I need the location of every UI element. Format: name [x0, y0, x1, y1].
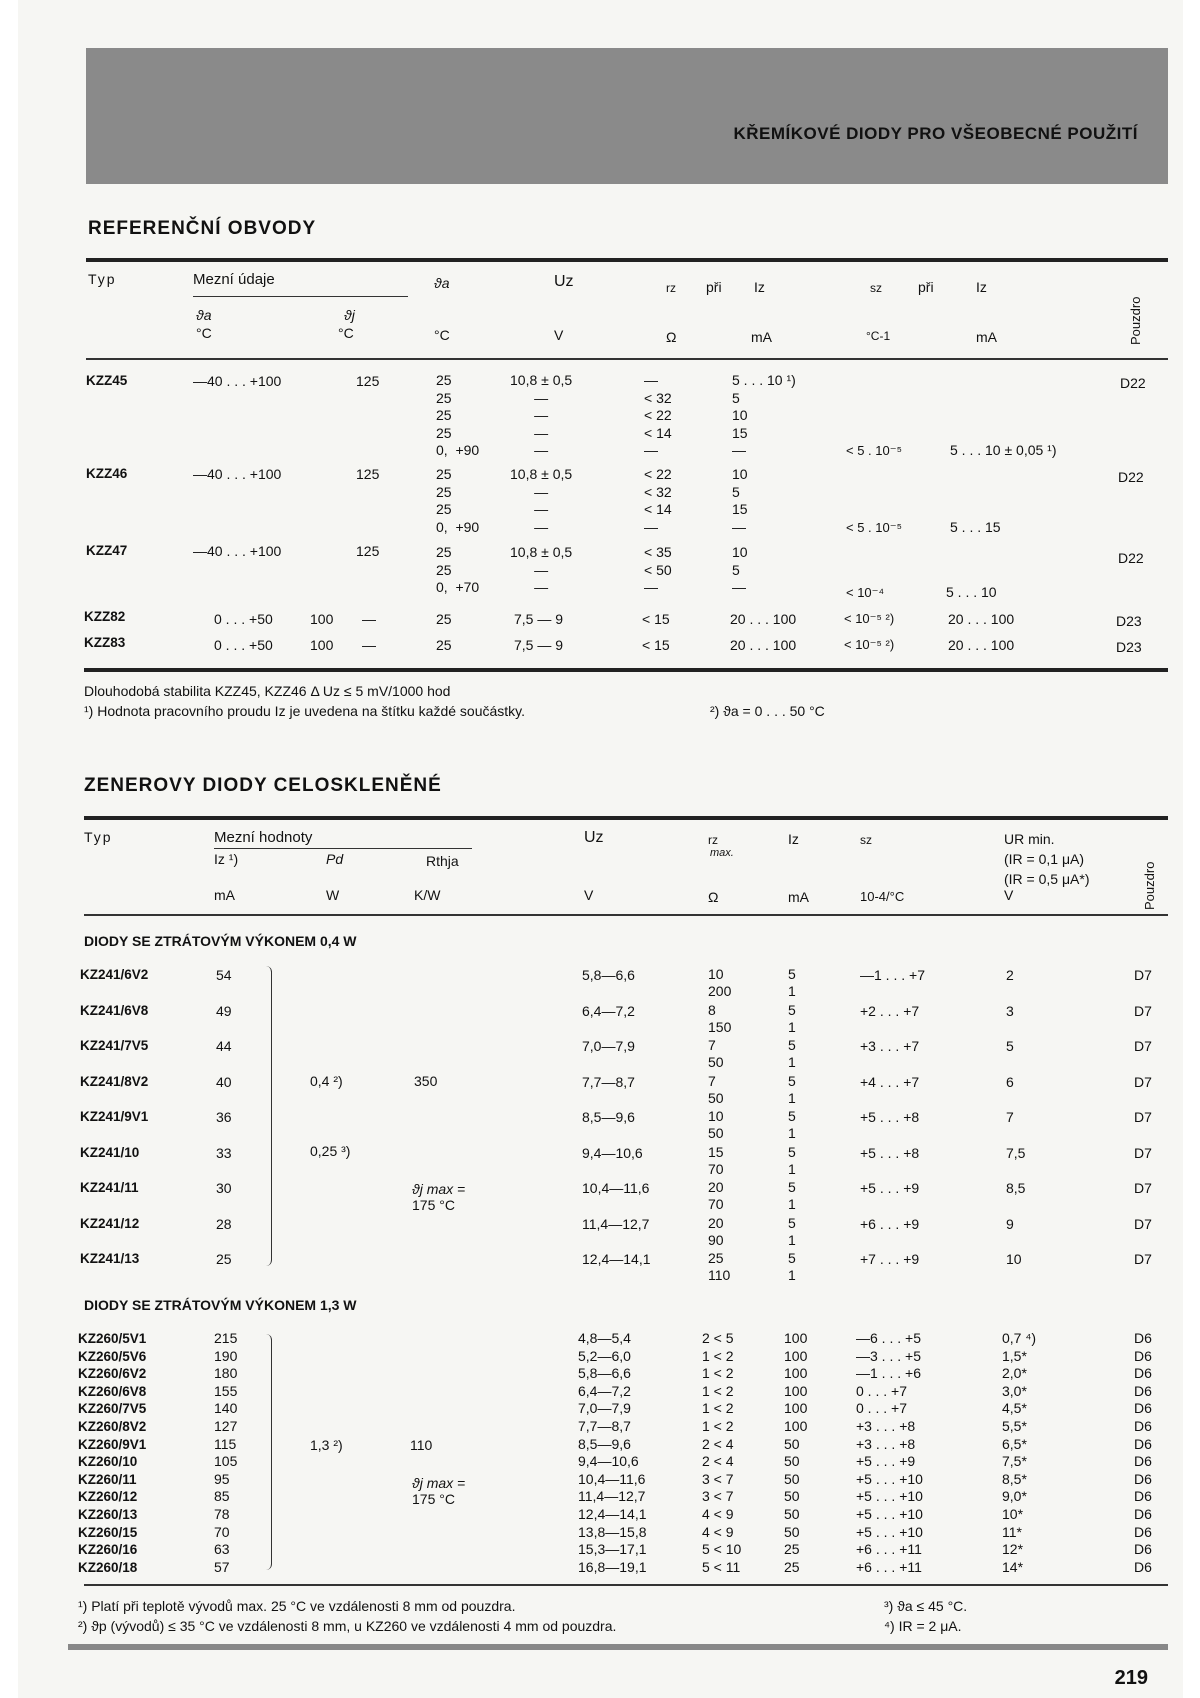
zen-footnote-2: ²) ϑp (vývodů) ≤ 35 °C ve vzdálenosti 8 mm, u KZ260 ve vzdálenosti 4 mm od pouzdra. [78, 1618, 617, 1634]
zen-h-rth: Rthja [426, 853, 459, 869]
zen-g1-iz: 40 [216, 1073, 232, 1090]
ref-row-iz2: 5 . . . 10 ± 0,05 ¹) [950, 442, 1057, 458]
zen-section-title: ZENEROVY DIODY CELOSKLENĚNÉ [84, 775, 442, 796]
zen-g1-uz: 12,4—14,1 [582, 1251, 651, 1267]
ref-row-ta: —40 . . . +100 [193, 466, 282, 482]
ref-row-uz: 10,8 ± 0,5 — — — — [510, 372, 573, 458]
ref-h-ta1: ϑa [196, 307, 212, 323]
zen-group1-brace [266, 966, 272, 1266]
zen-g1-uz: 10,4—11,6 [582, 1180, 650, 1196]
zen-g1-iz2: 5 1 [788, 1143, 796, 1177]
zen-g1-rz: 15 70 [708, 1143, 724, 1177]
zen-h-uz-unit: V [584, 887, 594, 903]
ref-row-ta: 0 . . . +50 [214, 611, 273, 627]
zen-footnote-1: ¹) Platí při teplotě vývodů max. 25 °C ve vzdálenosti 8 mm od pouzdra. [78, 1598, 516, 1614]
zen-footnote-4: ⁴) IR = 2 μA. [884, 1618, 962, 1634]
zen-g1-ur: 3 [1006, 1002, 1014, 1019]
ref-row-ta2: 25 25 25 0, +90 [436, 466, 480, 535]
ref-row-typ: KZZ45 [86, 373, 128, 388]
ref-row-rz: < 15 [642, 637, 670, 653]
zen-g1-typ: KZ241/6V8 [80, 1002, 149, 1018]
ref-row-tj2: — [362, 611, 376, 627]
zen-g1-ur: 10 [1006, 1251, 1022, 1267]
page [18, 0, 1183, 1698]
zen-g1-rz: 25 110 [708, 1250, 731, 1283]
zen-g2-uz-column: 4,8—5,4 5,2—6,0 5,8—6,6 6,4—7,2 7,0—7,9 7,7—8,7 8,5—9,6 9,4—10,6 10,4—11,6 11,4—12,7 12,4—14,1 13,8—15,8 15,3—17,1 16,8—19,1 [578, 1330, 647, 1575]
ref-h-tj-unit: °C [338, 325, 354, 341]
page-bottom-band [68, 1644, 1168, 1650]
zen-g1-rz: 20 70 [708, 1179, 724, 1212]
ref-row-iz: 10 5 — [732, 544, 748, 595]
zen-g1-uz: 6,4—7,2 [582, 1002, 635, 1019]
ref-note-stability: Dlouhodobá stabilita KZZ45, KZZ46 Δ Uz ≤ 5 mV/1000 hod [84, 683, 451, 699]
zen-group2-brace [266, 1334, 272, 1570]
ref-h-pri1: při [706, 279, 722, 295]
zen-g1-iz2: 5 1 [788, 1214, 796, 1248]
ref-h-typ: Typ [88, 271, 117, 287]
ref-header-rule [86, 358, 1168, 360]
zen-g2-tjmax: ϑj max = [412, 1475, 466, 1491]
zen-g1-pouzdro: D7 [1134, 1144, 1152, 1161]
zen-g1-pouzdro: D7 [1134, 967, 1152, 983]
zen-g1-typ: KZ241/11 [80, 1180, 139, 1195]
zen-g1-typ: KZ241/10 [80, 1144, 140, 1160]
zen-g2-pd: 1,3 ²) [310, 1437, 343, 1453]
zen-g1-typ: KZ241/12 [80, 1215, 140, 1231]
zen-g1-iz: 44 [216, 1038, 232, 1054]
zen-h-iz2-unit: mA [788, 889, 809, 905]
zen-h-rth-unit: K/W [414, 887, 441, 903]
ref-row-sz: < 5 . 10⁻⁵ [846, 519, 902, 535]
zen-top-rule [84, 816, 1168, 820]
ref-footnote-2: ²) ϑa = 0 . . . 50 °C [710, 703, 825, 719]
zen-g1-pouzdro: D7 [1134, 1002, 1152, 1019]
zen-g1-rz: 10 50 [708, 1108, 724, 1141]
ref-row-uz: 7,5 — 9 [514, 637, 564, 653]
zen-g1-iz: 25 [216, 1251, 232, 1267]
ref-row-sz: < 5 . 10⁻⁵ [846, 443, 902, 458]
zen-g1-typ: KZ241/8V2 [80, 1073, 149, 1089]
ref-top-rule [86, 258, 1168, 262]
ref-row-pouzdro: D22 [1118, 550, 1144, 566]
ref-h-pri2: při [918, 279, 934, 295]
zen-g1-iz2: 5 1 [788, 966, 796, 999]
zen-g1-iz2: 5 1 [788, 1072, 796, 1106]
zen-h-rz-unit: Ω [708, 889, 719, 905]
zen-g1-typ: KZ241/7V5 [80, 1038, 149, 1053]
zen-h-iz: Iz ¹) [214, 851, 239, 867]
ref-row-ta: 0 . . . +50 [214, 637, 273, 653]
ref-h-mezni: Mezní údaje [193, 271, 275, 288]
ref-row-tj: 125 [356, 543, 380, 559]
zen-g2-sz-column: —6 . . . +5 —3 . . . +5 —1 . . . +6 0 . . . +7 0 . . . +7 +3 . . . +8 +3 . . . +8 +5 . . . +9 +5 . . . +10 +5 . . . +10 +5 . . . +10 +5 . . . +10 +6 . . . +11 +6 . . . +11 [856, 1330, 923, 1575]
zen-g1-sz: +3 . . . +7 [860, 1038, 920, 1054]
zen-g1-sz: +5 . . . +9 [860, 1180, 920, 1196]
zen-g1-ur: 9 [1006, 1215, 1014, 1232]
ref-row-tj2: — [362, 637, 376, 653]
zen-g2-rth: 110 [410, 1437, 433, 1453]
ref-row-iz2: 20 . . . 100 [948, 611, 1015, 627]
zen-g1-iz2: 5 1 [788, 1179, 796, 1212]
zen-group2-title: DIODY SE ZTRÁTOVÝM VÝKONEM 1,3 W [84, 1297, 357, 1313]
ref-row-rz: < 15 [642, 611, 670, 627]
ref-row-ta2: 25 [436, 637, 452, 653]
zen-g1-uz: 5,8—6,6 [582, 967, 635, 983]
zen-h-iz2: Iz [788, 831, 799, 847]
zen-h-sz-unit: 10-4/°C [860, 889, 905, 904]
ref-row-tj: 100 [310, 611, 334, 627]
ref-row-sz: < 10⁻⁵ ²) [844, 637, 895, 652]
ref-footnote-1: ¹) Hodnota pracovního proudu Iz je uvedena na štítku každé součástky. [84, 703, 525, 719]
zen-g1-rth: 350 [414, 1073, 438, 1089]
ref-h-pouzdro: Pouzdro [1128, 296, 1143, 345]
ref-mezni-underline [193, 296, 408, 297]
zen-h-pd-unit: W [326, 887, 340, 903]
ref-row-sz: < 10⁻⁵ ²) [844, 611, 895, 626]
ref-row-iz: 5 . . . 10 ¹) 5 10 15 — [732, 372, 796, 458]
zen-g1-sz: +2 . . . +7 [860, 1002, 920, 1019]
zen-g1-uz: 8,5—9,6 [582, 1109, 635, 1125]
zen-g1-tjmax: ϑj max = [412, 1181, 466, 1197]
ref-h-iz2: Iz [976, 279, 987, 295]
zen-g1-sz: +5 . . . +8 [860, 1144, 920, 1161]
zen-bottom-rule [84, 1584, 1168, 1586]
zen-h-pouzdro: Pouzdro [1142, 861, 1157, 910]
zen-g1-typ: KZ241/13 [80, 1251, 140, 1266]
ref-row-tj: 125 [356, 373, 380, 389]
ref-row-pouzdro: D23 [1116, 639, 1142, 655]
ref-h-sz: sz [870, 281, 882, 295]
zen-g2-iz-column: 215 190 180 155 140 127 115 105 95 85 78 70 63 57 [214, 1330, 238, 1575]
zen-g1-pd2: 0,25 ³) [310, 1143, 351, 1159]
ref-row-rz: < 22 < 32 < 14 — [644, 466, 672, 535]
zen-g2-rz-column: 2 < 5 1 < 2 1 < 2 1 < 2 1 < 2 1 < 2 2 < 4 2 < 4 3 < 7 3 < 7 4 < 9 4 < 9 5 < 10 5 < 11 [702, 1330, 742, 1575]
zen-h-sz: sz [860, 833, 872, 847]
ref-row-ta: —40 . . . +100 [193, 373, 282, 389]
ref-row-typ: KZZ46 [86, 466, 128, 481]
zen-g1-iz: 49 [216, 1002, 232, 1019]
ref-row-pouzdro: D22 [1120, 375, 1146, 391]
zen-h-rz-max: max. [710, 847, 734, 859]
zen-g1-iz2: 5 1 [788, 1037, 796, 1070]
zen-g1-rz: 7 50 [708, 1037, 724, 1070]
zen-g1-rz: 7 50 [708, 1072, 724, 1106]
zen-g1-iz: 33 [216, 1144, 232, 1161]
ref-h-uz-unit: V [554, 327, 564, 343]
zen-g1-iz: 54 [216, 967, 232, 983]
page-heading: KŘEMÍKOVÉ DIODY PRO VŠEOBECNÉ POUŽITÍ [733, 124, 1138, 143]
ref-row-tj: 125 [356, 466, 380, 482]
ref-h-uz: Uz [554, 273, 574, 290]
ref-row-rz: < 35 < 50 — [644, 544, 672, 595]
zen-h-rz: rz [708, 833, 718, 847]
zen-g1-iz2: 5 1 [788, 1108, 796, 1141]
zen-h-ur-unit: V [1004, 887, 1014, 903]
ref-h-iz1: Iz [754, 279, 765, 295]
ref-row-uz: 7,5 — 9 [514, 611, 564, 627]
zen-g1-ur: 7 [1006, 1109, 1014, 1125]
ref-row-pouzdro: D23 [1116, 613, 1142, 629]
zen-g2-tjval: 175 °C [412, 1491, 455, 1507]
ref-row-iz2: 5 . . . 10 [946, 584, 997, 600]
zen-g1-sz: +5 . . . +8 [860, 1109, 920, 1125]
zen-g1-pouzdro: D7 [1134, 1215, 1152, 1232]
zen-g1-iz: 28 [216, 1215, 232, 1232]
ref-h-tj: ϑj [344, 307, 355, 323]
ref-h-ta2: ϑa [434, 275, 450, 291]
zen-g1-ur: 8,5 [1006, 1180, 1026, 1196]
ref-h-ta2-unit: °C [434, 327, 450, 343]
zen-g1-pd1: 0,4 ²) [310, 1073, 343, 1089]
ref-h-rz-unit: Ω [666, 329, 677, 345]
zen-g1-sz: +7 . . . +9 [860, 1251, 920, 1267]
zen-g1-uz: 9,4—10,6 [582, 1144, 643, 1161]
zen-mezni-underline [214, 848, 472, 849]
ref-row-ta2: 25 [436, 611, 452, 627]
zen-g1-uz: 7,7—8,7 [582, 1073, 635, 1090]
ref-section-title: REFERENČNÍ OBVODY [88, 218, 317, 239]
zen-g1-sz: —1 . . . +7 [860, 967, 925, 983]
zen-g2-iz2-column: 100 100 100 100 100 100 50 50 50 50 50 50 25 25 [784, 1330, 808, 1575]
ref-row-ta: —40 . . . +100 [193, 543, 282, 559]
zen-g1-rz: 10 200 [708, 966, 732, 999]
zen-g1-sz: +6 . . . +9 [860, 1215, 920, 1232]
zen-g1-typ: KZ241/6V2 [80, 967, 149, 982]
ref-h-iz1-unit: mA [751, 329, 772, 345]
zen-g1-pouzdro: D7 [1134, 1251, 1152, 1267]
zen-g1-uz: 11,4—12,7 [582, 1215, 650, 1232]
ref-row-sz: < 10⁻⁴ [846, 585, 885, 600]
zen-h-pd: Pd [326, 851, 344, 867]
ref-row-iz2: 5 . . . 15 [950, 518, 1001, 535]
header-band [86, 48, 1168, 184]
zen-g1-typ: KZ241/9V1 [80, 1109, 149, 1124]
ref-row-rz: — < 32 < 22 < 14 — [644, 372, 672, 458]
zen-g2-ur-column: 0,7 ⁴) 1,5* 2,0* 3,0* 4,5* 5,5* 6,5* 7,5* 8,5* 9,0* 10* 11* 12* 14* [1002, 1330, 1037, 1575]
ref-row-ta2: 25 25 0, +70 [436, 544, 480, 595]
zen-h-typ: Typ [84, 829, 113, 845]
zen-g2-typ-column: KZ260/5V1 KZ260/5V6 KZ260/6V2 KZ260/6V8 KZ260/7V5 KZ260/8V2 KZ260/9V1 KZ260/10 KZ260/11 KZ260/12 KZ260/13 KZ260/15 KZ260/16 KZ260/18 [78, 1331, 147, 1575]
zen-g1-pouzdro: D7 [1134, 1073, 1152, 1090]
zen-g1-ur: 2 [1006, 967, 1014, 983]
ref-h-ta1-unit: °C [196, 325, 212, 341]
ref-row-iz2: 20 . . . 100 [948, 637, 1015, 653]
zen-g1-uz: 7,0—7,9 [582, 1038, 635, 1054]
ref-h-sz-unit: °C-1 [866, 329, 891, 343]
ref-row-typ: KZZ47 [86, 543, 128, 558]
ref-row-iz: 20 . . . 100 [730, 637, 797, 653]
zen-h-iz-unit: mA [214, 887, 235, 903]
zen-h-ur: UR min. [1004, 831, 1055, 847]
zen-h-ur1: (IR = 0,1 μA) [1004, 851, 1085, 867]
zen-g2-pouzdro-column: D6 D6 D6 D6 D6 D6 D6 D6 D6 D6 D6 D6 D6 D6 [1134, 1330, 1152, 1575]
zen-g1-pouzdro: D7 [1134, 1038, 1152, 1054]
zen-g1-tjval: 175 °C [412, 1197, 455, 1213]
zen-group1-title: DIODY SE ZTRÁTOVÝM VÝKONEM 0,4 W [84, 933, 357, 949]
ref-row-typ: KZZ83 [84, 635, 126, 650]
ref-row-uz: 10,8 ± 0,5 — — — [510, 466, 573, 535]
zen-g1-ur: 6 [1006, 1073, 1014, 1090]
zen-g1-rz: 20 90 [708, 1214, 724, 1248]
zen-g1-iz: 36 [216, 1109, 232, 1125]
zen-g1-ur: 7,5 [1006, 1144, 1026, 1161]
zen-g1-iz2: 5 1 [788, 1250, 796, 1283]
zen-g1-pouzdro: D7 [1134, 1180, 1152, 1196]
ref-row-ta2: 25 25 25 25 0, +90 [436, 372, 480, 458]
ref-row-iz: 20 . . . 100 [730, 611, 797, 627]
zen-h-mezni: Mezní hodnoty [214, 829, 313, 846]
ref-row-typ: KZZ82 [84, 609, 126, 624]
ref-bottom-rule [84, 668, 1168, 672]
ref-row-uz: 10,8 ± 0,5 — — [510, 544, 573, 595]
zen-g1-ur: 5 [1006, 1038, 1014, 1054]
zen-header-rule [84, 914, 1168, 916]
ref-row-iz: 10 5 15 — [732, 466, 748, 535]
zen-g1-iz: 30 [216, 1180, 232, 1196]
zen-g1-iz2: 5 1 [788, 1001, 796, 1035]
zen-footnote-3: ³) ϑa ≤ 45 °C. [884, 1598, 968, 1614]
ref-row-pouzdro: D22 [1118, 469, 1144, 485]
zen-h-ur2: (IR = 0,5 μA*) [1004, 871, 1090, 887]
page-number: 219 [1114, 1667, 1148, 1689]
zen-g1-rz: 8 150 [708, 1001, 732, 1035]
ref-h-iz2-unit: mA [976, 329, 997, 345]
zen-g1-sz: +4 . . . +7 [860, 1073, 920, 1090]
ref-row-tj: 100 [310, 637, 334, 653]
zen-h-uz: Uz [584, 829, 604, 846]
ref-h-rz: rz [666, 281, 676, 295]
zen-g1-pouzdro: D7 [1134, 1109, 1152, 1125]
